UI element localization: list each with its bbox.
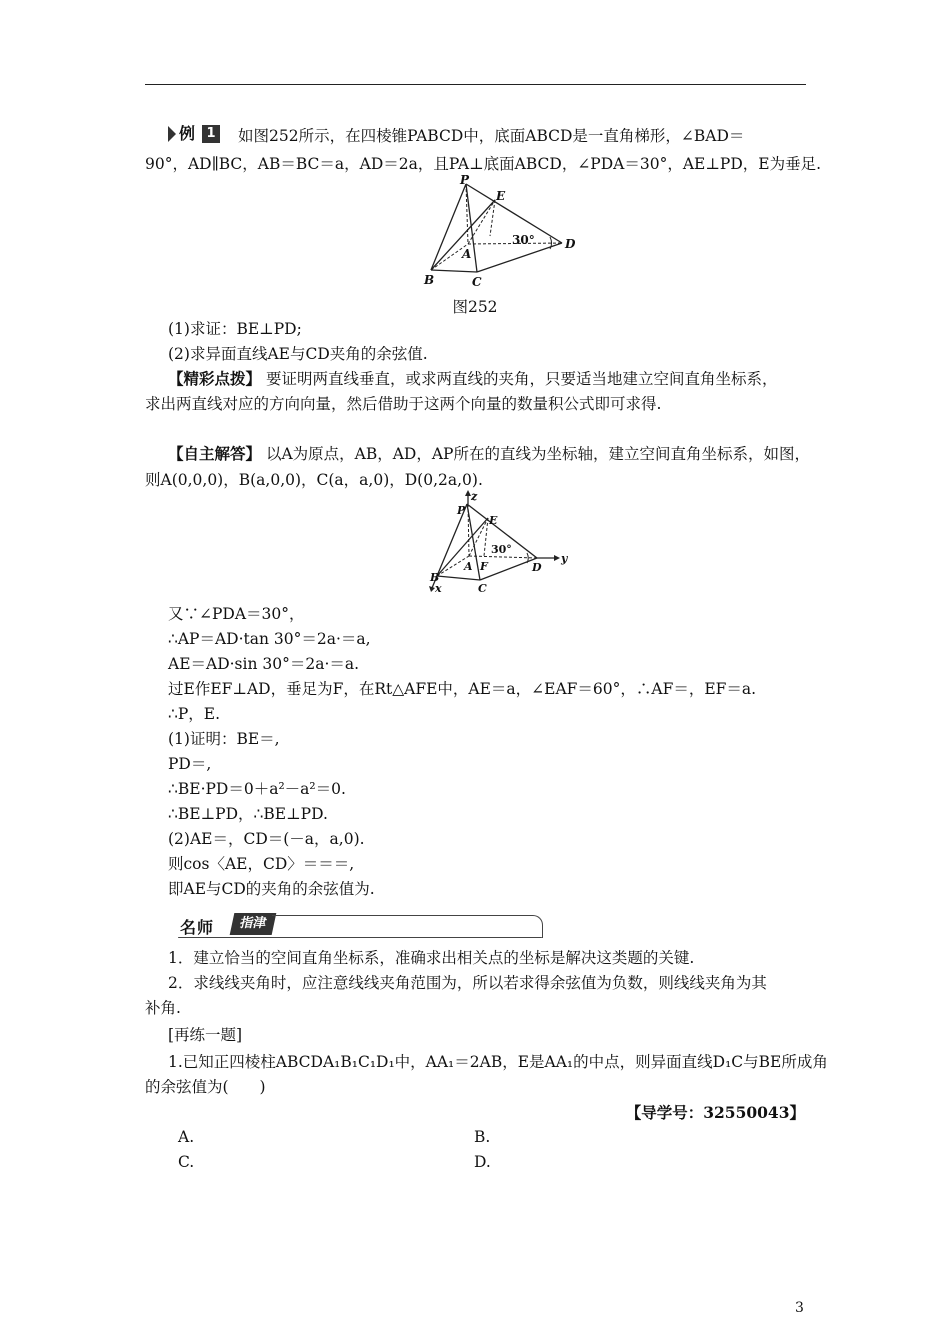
label-angle: 30° [512,233,535,247]
step-7: PD＝, [168,755,212,773]
step-6: (1)证明：BE＝, [168,730,280,748]
solution-line-1: 【自主解答】 以A为原点，AB，AD，AP所在的直线为坐标轴，建立空间直角坐标系，如图， [168,444,810,463]
label-x: x [435,582,442,595]
practice-question-line-2: 的余弦值为( ) [145,1078,266,1096]
option-b[interactable]: B. [474,1128,491,1146]
step-1: 又∵∠PDA＝30°， [168,605,305,623]
label-d: D [565,237,576,251]
example-line-1: 例 1 如图252所示，在四棱锥PABCD中，底面ABCD是一直角梯形，∠BAD＝ [168,124,744,146]
header-rule [145,84,806,85]
label-c: C [472,275,482,289]
hint-line-2: 求出两直线对应的方向向量，然后借助于这两个向量的数量积公式即可求得. [145,395,662,413]
step-9: ∴BE⊥PD，∴BE⊥PD. [168,805,328,823]
label-z: z [471,490,478,503]
page-number: 3 [795,1300,804,1316]
option-d[interactable]: D. [474,1153,491,1171]
option-c[interactable]: C. [178,1153,195,1171]
hint-line-1: 【精彩点拨】 要证明两直线垂直，或求两直线的夹角，只要适当地建立空间直角坐标系， [168,369,778,388]
step-3: AE＝AD·sin 30°＝2a·＝a. [168,655,360,673]
label-b: B [424,273,435,287]
label-e: E [496,189,506,203]
step-4: 过E作EF⊥AD，垂足为F，在Rt△AFE中，AE＝a，∠EAF＝60°，∴AF＝，EF＝a. [168,680,757,698]
step-2: ∴AP＝AD·tan 30°＝2a·＝a, [168,630,371,648]
tip-2-line-1: 2．求线线夹角时，应注意线线夹角范围为，所以若求得余弦值为负数，则线线夹角为其 [168,974,767,992]
step-5: ∴P，E. [168,705,221,723]
label-b2: B [430,571,440,584]
label-f2: F [480,560,488,573]
example-line-2: 90°，AD∥BC，AB＝BC＝a，AD＝2a，且PA⊥底面ABCD，∠PDA＝30°，AE⊥PD，E为垂足. [145,155,822,173]
label-y: y [561,552,568,565]
label-p2: P [457,504,466,517]
figure-coordinate-system [420,490,570,595]
example-badge: 例 1 [168,124,230,144]
badge-arrow-icon [168,126,176,142]
figure-pyramid [400,172,600,292]
step-8: ∴BE·PD＝0＋a²－a²＝0. [168,780,346,798]
step-11: 则cos〈AE，CD〉＝＝＝, [168,855,355,873]
step-12: 即AE与CD的夹角的余弦值为. [168,880,375,898]
label-p: P [460,173,470,187]
label-e2: E [489,514,498,527]
label-c2: C [478,582,487,595]
figure-caption: 图252 [452,298,498,316]
practice-header: [再练一题] [168,1026,243,1044]
guide-number: 【导学号：32550043】 [625,1103,805,1122]
label-angle2: 30° [491,543,512,556]
question-2: (2)求异面直线AE与CD夹角的余弦值. [168,345,428,363]
question-1: (1)求证：BE⊥PD; [168,320,302,338]
teacher-title-a: 名师 [180,918,215,937]
label-a2: A [464,560,473,573]
teacher-tips-banner [178,913,548,943]
step-10: (2)AE＝，CD＝(－a，a,0). [168,830,365,848]
solution-line-2: 则A(0,0,0)，B(a,0,0)，C(a，a,0)，D(0,2a,0). [145,471,483,489]
label-a: A [462,247,472,261]
label-d2: D [532,561,542,574]
solution-label: 【自主解答】 [168,444,262,463]
option-a[interactable]: A. [178,1128,195,1146]
teacher-title-b: 指津 [230,913,277,935]
hint-label: 【精彩点拨】 [168,369,262,388]
tip-2-line-2: 补角. [145,999,181,1017]
tip-1: 1．建立恰当的空间直角坐标系，准确求出相关点的坐标是解决这类题的关键. [168,949,695,967]
practice-question-line-1: 1.已知正四棱柱ABCDA₁B₁C₁D₁中，AA₁＝2AB，E是AA₁的中点，则异面直线D₁C与BE所成角 [168,1053,828,1071]
